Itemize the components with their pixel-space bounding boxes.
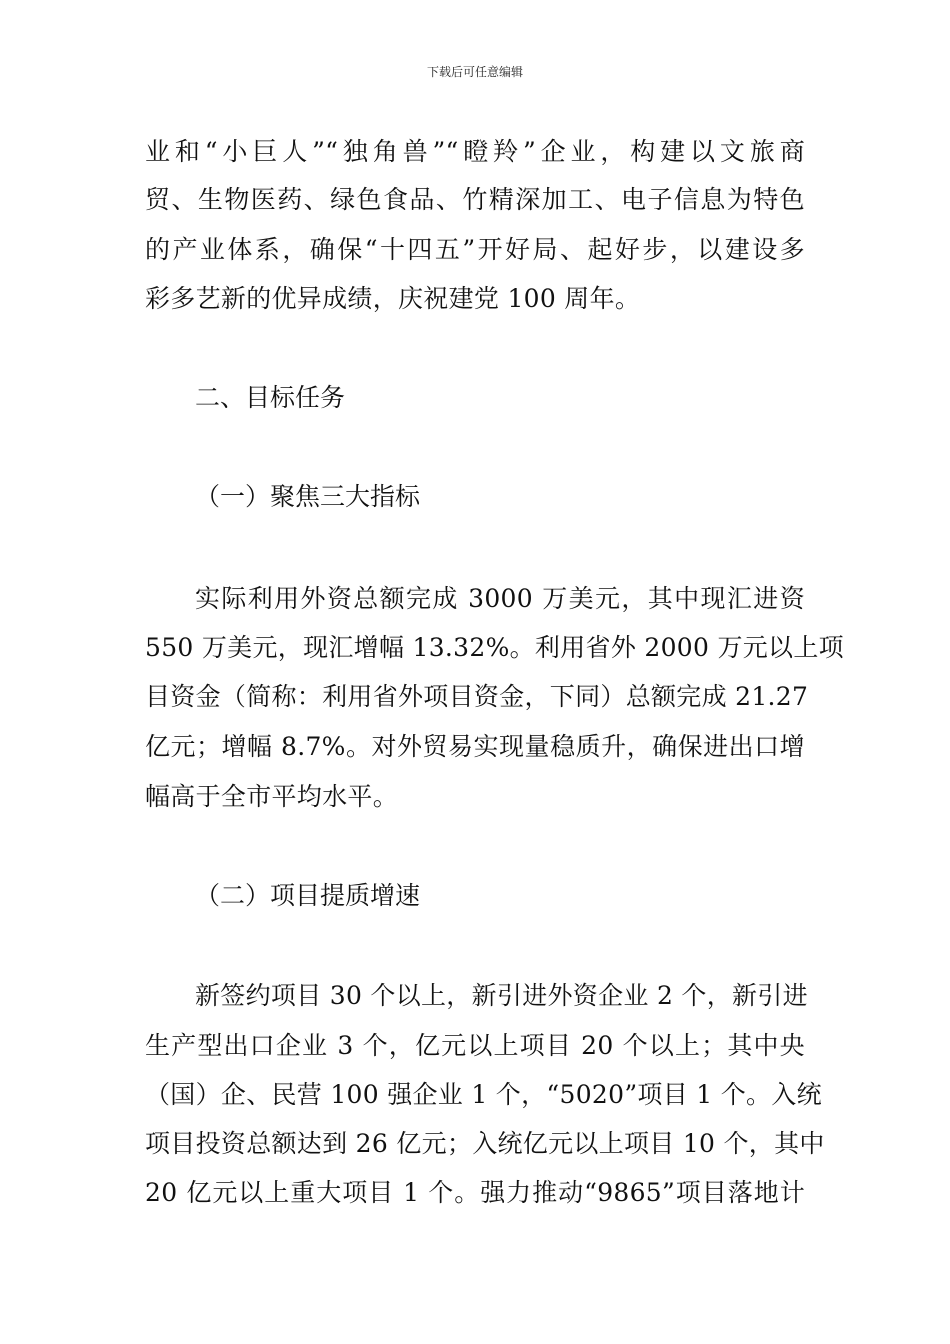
paragraph-line: 的产业体系，确保“十四五”开好局、起好步，以建设多 xyxy=(145,235,805,264)
page-header-note: 下载后可任意编辑 xyxy=(426,65,523,79)
paragraph-line: 幅高于全市平均水平。 xyxy=(145,782,399,811)
paragraph-line: 彩多艺新的优异成绩，庆祝建党 100 周年。 xyxy=(145,284,641,313)
paragraph-line: 新签约项目 30 个以上，新引进外资企业 2 个，新引进 xyxy=(195,981,808,1010)
paragraph-line: 550 万美元，现汇增幅 13.32%。利用省外 2000 万元以上项 xyxy=(145,633,844,662)
section-heading: 二、目标任务 xyxy=(195,383,346,412)
paragraph-line: 目资金（简称：利用省外项目资金，下同）总额完成 21.27 xyxy=(145,682,809,711)
paragraph-line: 20 亿元以上重大项目 1 个。强力推动“9865”项目落地计 xyxy=(145,1178,805,1207)
paragraph-line: 亿元；增幅 8.7%。对外贸易实现量稳质升，确保进出口增 xyxy=(145,732,805,761)
subsection-heading: （一）聚焦三大指标 xyxy=(195,482,421,511)
subsection-heading: （二）项目提质增速 xyxy=(195,881,421,910)
paragraph-line: 项目投资总额达到 26 亿元；入统亿元以上项目 10 个，其中 xyxy=(145,1129,825,1158)
paragraph-line: 贸、生物医药、绿色食品、竹精深加工、电子信息为特色 xyxy=(145,185,805,214)
paragraph-line: （国）企、民营 100 强企业 1 个，“5020”项目 1 个。入统 xyxy=(145,1080,822,1109)
paragraph-line: 生产型出口企业 3 个，亿元以上项目 20 个以上；其中央 xyxy=(145,1031,805,1060)
paragraph-line: 实际利用外资总额完成 3000 万美元，其中现汇进资 xyxy=(195,584,805,613)
paragraph-line: 业和“小巨人”“独角兽”“瞪羚”企业，构建以文旅商 xyxy=(145,137,805,166)
